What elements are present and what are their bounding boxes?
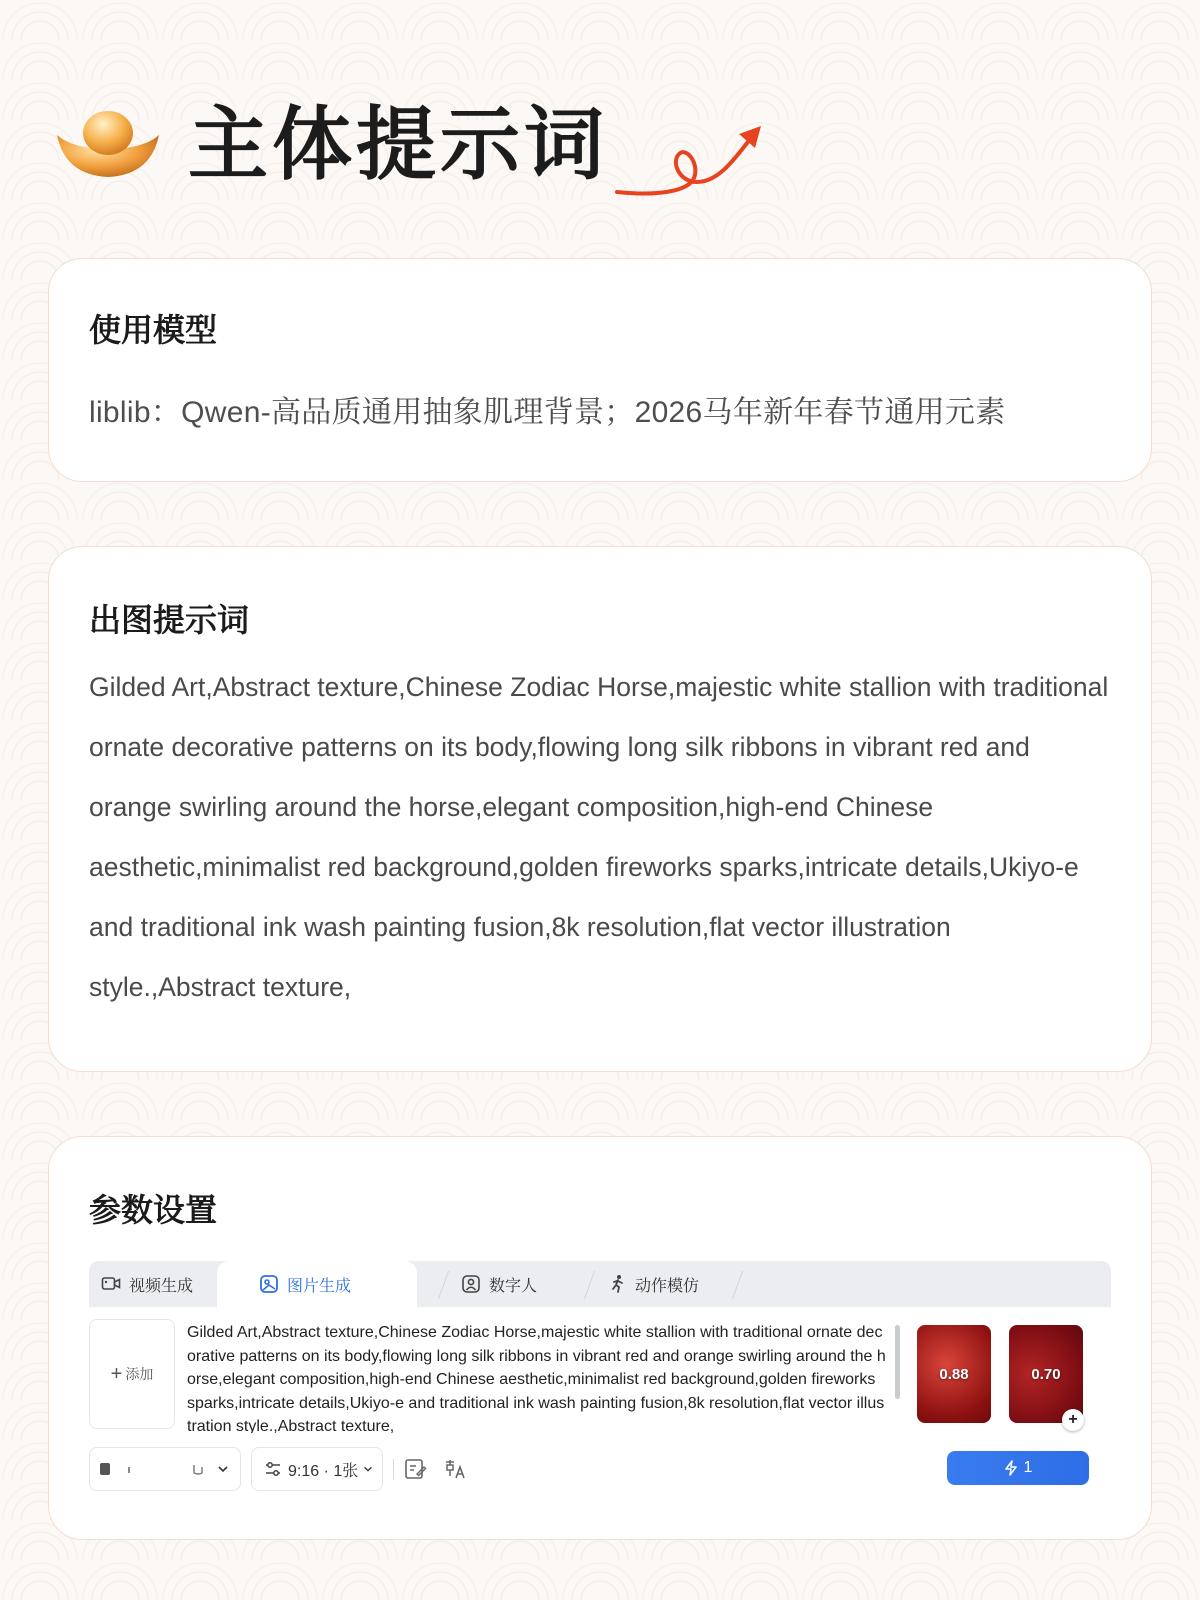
generation-toolbar bbox=[89, 1447, 1111, 1491]
tab-divider bbox=[732, 1271, 743, 1299]
tab-video-generation[interactable] bbox=[101, 1261, 193, 1307]
lightning-icon bbox=[1004, 1460, 1018, 1476]
image-icon bbox=[259, 1274, 279, 1294]
model-avatar-icon bbox=[98, 1459, 208, 1479]
digital-human-icon bbox=[461, 1274, 481, 1294]
tab-label: 图片生成 bbox=[287, 1277, 352, 1295]
prompt-scrollbar[interactable] bbox=[895, 1325, 900, 1399]
page-header bbox=[55, 95, 755, 205]
prompt-text: Gilded Art,Abstract texture,Chinese Zodiac Horse,majestic white stallion with traditional ornate decorative patterns on its body,flowing long silk ribbons in vibrant red and orange swirling around the horse,elegant composition,high-end Chinese aesthetic,minimalist red background,golden fireworks sparks,intricate details,Ukiyo-e and traditional ink wash painting fusion,8k resolution,flat vector illustration style.,Abstract texture, bbox=[89, 672, 1109, 1002]
generate-count: 1 bbox=[1023, 1459, 1033, 1476]
running-person-icon bbox=[609, 1274, 627, 1294]
prompt-card bbox=[48, 546, 1152, 1072]
reference-weight: 0.70 bbox=[1031, 1365, 1061, 1383]
tab-divider bbox=[584, 1271, 595, 1299]
tab-image-generation[interactable] bbox=[259, 1261, 437, 1307]
model-select[interactable] bbox=[89, 1447, 241, 1491]
translate-icon[interactable] bbox=[443, 1457, 467, 1481]
tab-motion-imitation[interactable] bbox=[609, 1261, 699, 1307]
add-reference-button[interactable] bbox=[89, 1319, 175, 1429]
page-title: 主体提示词 bbox=[188, 98, 608, 191]
gold-ingot-icon bbox=[55, 103, 161, 181]
tab-label: 视频生成 bbox=[129, 1277, 194, 1295]
settings-sliders-icon bbox=[264, 1460, 282, 1478]
model-card-title: 使用模型 bbox=[89, 312, 218, 348]
params-card bbox=[48, 1136, 1152, 1540]
reference-image-1[interactable] bbox=[917, 1325, 991, 1423]
mode-tabs bbox=[89, 1261, 1111, 1307]
tab-divider bbox=[438, 1271, 449, 1299]
add-image-plus-icon[interactable]: + bbox=[1062, 1409, 1084, 1431]
prompt-input[interactable]: Gilded Art,Abstract texture,Chinese Zodiac Horse,majestic white stallion with traditional ornate decorative patterns on its body,flowing long silk ribbons in vibrant red and orange swirling around the horse,elegant composition,high-end Chinese aesthetic,minimalist red background,golden fireworks sparks,intricate details,Ukiyo-e and traditional ink wash painting fusion,8k resolution,flat vector illustration style.,Abstract texture, bbox=[187, 1324, 886, 1433]
video-camera-icon bbox=[101, 1275, 121, 1293]
params-card-title: 参数设置 bbox=[89, 1192, 218, 1228]
prompt-card-title: 出图提示词 bbox=[89, 602, 250, 638]
arrow-swirl-icon bbox=[615, 120, 775, 200]
tab-label: 数字人 bbox=[489, 1277, 538, 1295]
chevron-down-icon bbox=[216, 1462, 230, 1476]
image-generation-panel bbox=[89, 1307, 1111, 1525]
model-card bbox=[48, 258, 1152, 482]
tab-digital-human[interactable] bbox=[461, 1261, 537, 1307]
model-text: liblib：Qwen-高品质通用抽象肌理背景；2026马年新年春节通用元素 bbox=[89, 396, 1006, 429]
tab-label: 动作模仿 bbox=[635, 1277, 700, 1295]
ratio-count-select[interactable] bbox=[251, 1447, 383, 1491]
generate-button[interactable] bbox=[947, 1451, 1089, 1485]
plus-icon: + bbox=[110, 1362, 123, 1385]
ratio-label: 9:16 · 1张 bbox=[288, 1462, 359, 1480]
edit-note-icon[interactable] bbox=[403, 1457, 427, 1481]
toolbar-divider bbox=[393, 1459, 394, 1479]
add-label: 添加 bbox=[125, 1366, 154, 1382]
reference-weight: 0.88 bbox=[939, 1365, 969, 1383]
chevron-down-icon bbox=[362, 1463, 374, 1475]
